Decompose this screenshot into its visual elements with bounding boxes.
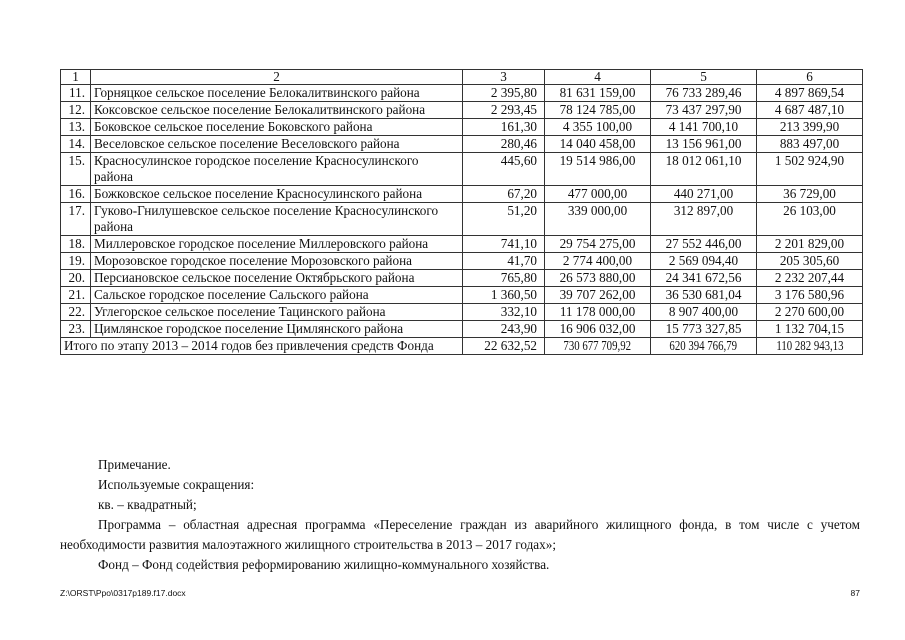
municipality-name: Углегорское сельское поселение Тацинского района bbox=[91, 304, 463, 321]
municipality-name: Сальское городское поселение Сальского района bbox=[91, 287, 463, 304]
amount-value: 76 733 289,46 bbox=[651, 85, 757, 102]
row-number: 14. bbox=[61, 136, 91, 153]
area-value: 1 360,50 bbox=[463, 287, 545, 304]
total-cell bbox=[757, 338, 863, 355]
note-abbreviation: кв. – квадратный; bbox=[98, 497, 197, 512]
amount-value: 3 176 580,96 bbox=[757, 287, 863, 304]
amount-value: 19 514 986,00 bbox=[545, 153, 651, 186]
table-row bbox=[61, 287, 863, 304]
amount-value: 16 906 032,00 bbox=[545, 321, 651, 338]
amount-value: 36 729,00 bbox=[757, 186, 863, 203]
amount-value: 2 232 207,44 bbox=[757, 270, 863, 287]
area-value: 280,46 bbox=[463, 136, 545, 153]
amount-value: 4 141 700,10 bbox=[651, 119, 757, 136]
total-amount: 620 394 766,79 bbox=[669, 338, 738, 353]
footer-file-path: Z:\ORST\Ppo\0317p189.f17.docx bbox=[60, 588, 186, 598]
table-row bbox=[61, 136, 863, 153]
table-row bbox=[61, 186, 863, 203]
notes-section bbox=[60, 455, 860, 575]
amount-value: 13 156 961,00 bbox=[651, 136, 757, 153]
amount-value: 78 124 785,00 bbox=[545, 102, 651, 119]
total-amount: 110 282 943,13 bbox=[775, 338, 844, 353]
total-amount: 730 677 709,92 bbox=[563, 338, 632, 353]
header-row bbox=[61, 70, 863, 85]
amount-value: 2 569 094,40 bbox=[651, 253, 757, 270]
municipality-name: Божковское сельское поселение Красносулинского района bbox=[91, 186, 463, 203]
note-abbreviation: Программа – областная адресная программа «Переселение граждан из аварийного жилищного фонда, в том числе с учетом необходимости развития малоэтажного жилищного строительства в 2013 – 2017 годах»; bbox=[60, 517, 860, 552]
amount-value: 2 774 400,00 bbox=[545, 253, 651, 270]
amount-value: 11 178 000,00 bbox=[545, 304, 651, 321]
amount-value: 4 687 487,10 bbox=[757, 102, 863, 119]
total-area: 22 632,52 bbox=[463, 338, 545, 355]
total-cell bbox=[651, 338, 757, 355]
table-row bbox=[61, 304, 863, 321]
amount-value: 29 754 275,00 bbox=[545, 236, 651, 253]
header-cell: 2 bbox=[91, 70, 463, 85]
header-cell: 3 bbox=[463, 70, 545, 85]
amount-value: 1 132 704,15 bbox=[757, 321, 863, 338]
amount-value: 26 573 880,00 bbox=[545, 270, 651, 287]
area-value: 2 293,45 bbox=[463, 102, 545, 119]
municipality-name: Веселовское сельское поселение Веселовского района bbox=[91, 136, 463, 153]
area-value: 67,20 bbox=[463, 186, 545, 203]
row-number: 19. bbox=[61, 253, 91, 270]
row-number: 23. bbox=[61, 321, 91, 338]
total-row bbox=[61, 338, 863, 355]
row-number: 11. bbox=[61, 85, 91, 102]
municipality-name: Цимлянское городское поселение Цимлянского района bbox=[91, 321, 463, 338]
municipality-name: Горняцкое сельское поселение Белокалитвинского района bbox=[91, 85, 463, 102]
amount-value: 18 012 061,10 bbox=[651, 153, 757, 186]
area-value: 51,20 bbox=[463, 203, 545, 236]
area-value: 765,80 bbox=[463, 270, 545, 287]
amount-value: 2 270 600,00 bbox=[757, 304, 863, 321]
area-value: 332,10 bbox=[463, 304, 545, 321]
table-row bbox=[61, 253, 863, 270]
header-cell: 5 bbox=[651, 70, 757, 85]
total-label: Итого по этапу 2013 – 2014 годов без привлечения средств Фонда bbox=[61, 338, 463, 355]
table-row bbox=[61, 236, 863, 253]
table-row bbox=[61, 102, 863, 119]
row-number: 18. bbox=[61, 236, 91, 253]
amount-value: 883 497,00 bbox=[757, 136, 863, 153]
amount-value: 73 437 297,90 bbox=[651, 102, 757, 119]
header-cell: 6 bbox=[757, 70, 863, 85]
table-row bbox=[61, 119, 863, 136]
row-number: 20. bbox=[61, 270, 91, 287]
note-abbreviations-title: Используемые сокращения: bbox=[98, 477, 255, 492]
row-number: 13. bbox=[61, 119, 91, 136]
area-value: 243,90 bbox=[463, 321, 545, 338]
amount-value: 440 271,00 bbox=[651, 186, 757, 203]
municipality-name: Гуково-Гнилушевское сельское поселение Красносулинского района bbox=[91, 203, 463, 236]
header-cell: 1 bbox=[61, 70, 91, 85]
row-number: 16. bbox=[61, 186, 91, 203]
amount-value: 27 552 446,00 bbox=[651, 236, 757, 253]
area-value: 445,60 bbox=[463, 153, 545, 186]
municipality-name: Персиановское сельское поселение Октябрьского района bbox=[91, 270, 463, 287]
amount-value: 339 000,00 bbox=[545, 203, 651, 236]
table-row bbox=[61, 153, 863, 186]
page-number: 87 bbox=[850, 588, 860, 598]
row-number: 17. bbox=[61, 203, 91, 236]
row-number: 15. bbox=[61, 153, 91, 186]
amount-value: 4 355 100,00 bbox=[545, 119, 651, 136]
data-table bbox=[60, 69, 863, 355]
table-row bbox=[61, 270, 863, 287]
amount-value: 205 305,60 bbox=[757, 253, 863, 270]
amount-value: 4 897 869,54 bbox=[757, 85, 863, 102]
table-row bbox=[61, 321, 863, 338]
amount-value: 477 000,00 bbox=[545, 186, 651, 203]
total-cell bbox=[545, 338, 651, 355]
municipality-name: Красносулинское городское поселение Красносулинского района bbox=[91, 153, 463, 186]
area-value: 2 395,80 bbox=[463, 85, 545, 102]
amount-value: 312 897,00 bbox=[651, 203, 757, 236]
area-value: 41,70 bbox=[463, 253, 545, 270]
row-number: 12. bbox=[61, 102, 91, 119]
area-value: 161,30 bbox=[463, 119, 545, 136]
amount-value: 213 399,90 bbox=[757, 119, 863, 136]
header-cell: 4 bbox=[545, 70, 651, 85]
note-heading: Примечание. bbox=[98, 457, 171, 472]
amount-value: 81 631 159,00 bbox=[545, 85, 651, 102]
municipality-name: Коксовское сельское поселение Белокалитвинского района bbox=[91, 102, 463, 119]
note-abbreviation: Фонд – Фонд содействия реформированию жилищно-коммунального хозяйства. bbox=[98, 557, 550, 572]
amount-value: 14 040 458,00 bbox=[545, 136, 651, 153]
amount-value: 2 201 829,00 bbox=[757, 236, 863, 253]
row-number: 22. bbox=[61, 304, 91, 321]
amount-value: 1 502 924,90 bbox=[757, 153, 863, 186]
table-row bbox=[61, 203, 863, 236]
amount-value: 26 103,00 bbox=[757, 203, 863, 236]
amount-value: 24 341 672,56 bbox=[651, 270, 757, 287]
table-row bbox=[61, 85, 863, 102]
amount-value: 8 907 400,00 bbox=[651, 304, 757, 321]
row-number: 21. bbox=[61, 287, 91, 304]
amount-value: 36 530 681,04 bbox=[651, 287, 757, 304]
municipality-name: Миллеровское городское поселение Миллеровского района bbox=[91, 236, 463, 253]
area-value: 741,10 bbox=[463, 236, 545, 253]
amount-value: 15 773 327,85 bbox=[651, 321, 757, 338]
municipality-name: Боковское сельское поселение Боковского района bbox=[91, 119, 463, 136]
municipality-name: Морозовское городское поселение Морозовского района bbox=[91, 253, 463, 270]
amount-value: 39 707 262,00 bbox=[545, 287, 651, 304]
